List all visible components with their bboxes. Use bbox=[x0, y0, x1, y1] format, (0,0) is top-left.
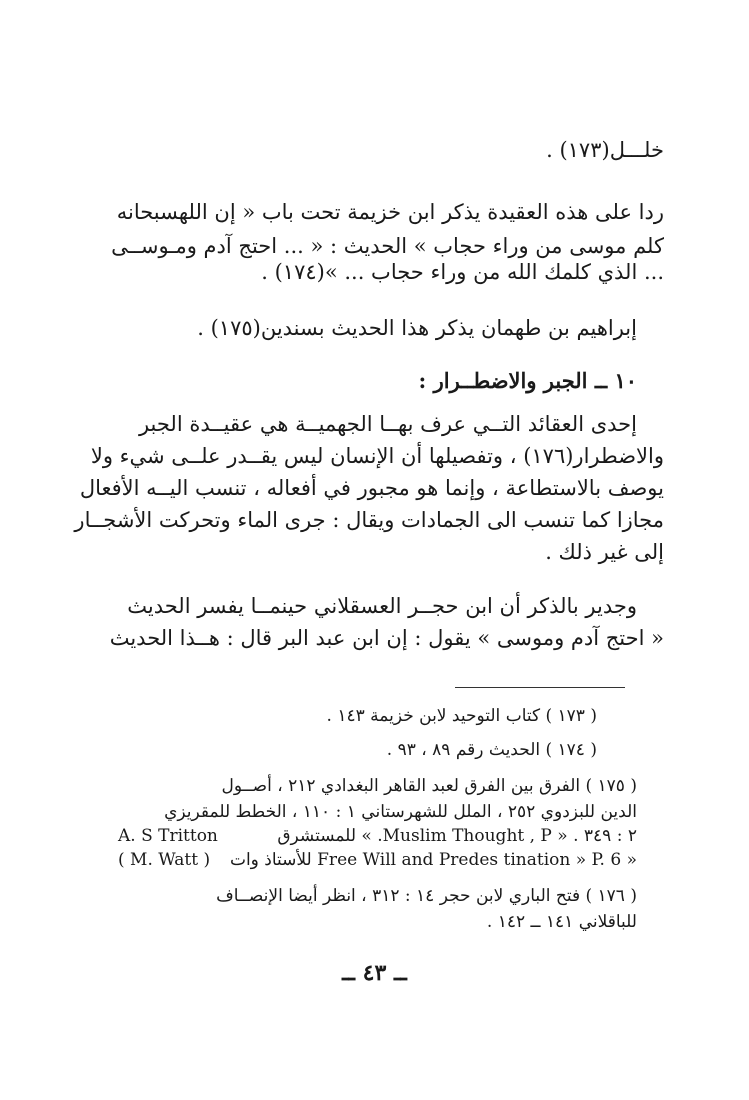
footnote-176: ( ١٧٦ ) فتح الباري لابن حجر ١٤ : ٣١٢ ، انظر أيضا الإنصــاف bbox=[216, 886, 637, 906]
footnote-176-cont: للباقلاني ١٤١ ــ ١٤٢ . bbox=[486, 912, 637, 932]
text-line: إحدى العقائد التــي عرف بهــا الجهميــة هي عقيــدة الجبر bbox=[138, 412, 637, 436]
footnote-175-author: A. S Tritton bbox=[118, 826, 218, 846]
section-heading: ١٠ ــ الجبر والاضطــرار : bbox=[418, 368, 637, 393]
footnote-173: ( ١٧٣ ) كتاب التوحيد لابن خزيمة ١٤٣ . bbox=[326, 706, 597, 726]
text-line: كلم موسى من وراء حجاب » الحديث : « ... احتج آدم ومـوســى bbox=[111, 234, 664, 258]
text-line: والاضطرار(١٧٦) ، وتفصيلها أن الإنسان ليس يقــدر علــى شيء ولا bbox=[90, 444, 664, 468]
text-line: إلى غير ذلك . bbox=[545, 540, 664, 564]
page-number: ــ ٤٣ ــ bbox=[342, 960, 407, 986]
text-line: ... الذي كلمك الله من وراء حجاب ... »(١٧٤) . bbox=[261, 260, 664, 284]
text-line: خلـــل(١٧٣) . bbox=[546, 138, 664, 162]
text-line: وجدير بالذكر أن ابن حجــر العسقلاني حينمــا يفسر الحديث bbox=[127, 594, 637, 618]
footnote-175-cont: « Free Will and Predes tination » P. 6 للأستاذ وات bbox=[229, 850, 637, 870]
text-line: إبراهيم بن طهمان يذكر هذا الحديث بسندين(١٧٥) . bbox=[197, 316, 637, 340]
footnote-175-cont: الدين للبزدوي ٢٥٢ ، الملل للشهرستاني ١ : ١١٠ ، الخطط للمقريزي bbox=[164, 802, 637, 822]
footnote-175-author: ( M. Watt ) bbox=[118, 850, 211, 870]
text-line: « احتج آدم وموسى » يقول : إن ابن عبد البر قال : هــذا الحديث bbox=[109, 626, 664, 650]
text-line: يوصف بالاستطاعة ، وإنما هو مجبور في أفعاله ، تنسب اليــه الأفعال bbox=[79, 476, 664, 500]
footnote-divider bbox=[455, 687, 625, 688]
text-line: مجازا كما تنسب الى الجمادات ويقال : جرى الماء وتحركت الأشجــار bbox=[74, 508, 664, 532]
footnote-175-cont: ٢ : ٣٤٩ . « Muslim Thought , P. » للمستشرق bbox=[277, 826, 637, 846]
text-line: ردا على هذه العقيدة يذكر ابن خزيمة تحت باب « إن اللهسبحانه bbox=[116, 200, 664, 224]
footnote-175: ( ١٧٥ ) الفرق بين الفرق لعبد القاهر البغدادي ٢١٢ ، أصــول bbox=[221, 776, 637, 796]
footnote-174: ( ١٧٤ ) الحديث رقم ٨٩ ، ٩٣ . bbox=[386, 740, 597, 760]
